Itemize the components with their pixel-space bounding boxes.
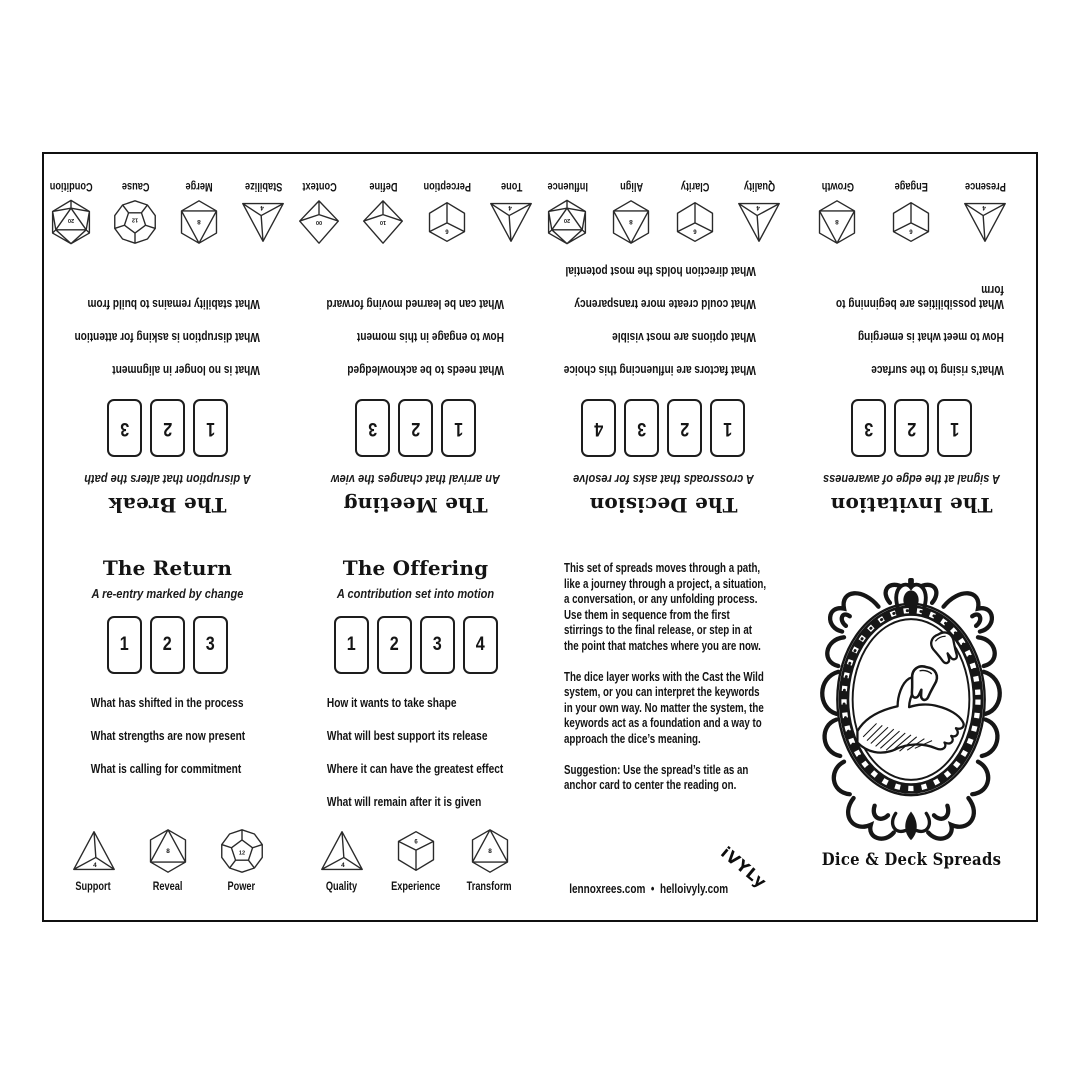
question: What strengths are now present — [90, 728, 245, 743]
die-keyword: Define — [369, 180, 398, 192]
d8-die-icon — [174, 180, 226, 245]
question-list — [44, 278, 291, 377]
die-keyword: Tone — [500, 180, 523, 192]
spread-subtitle: A signal at the edge of awareness — [822, 472, 1001, 487]
spread-title: The Return — [102, 556, 233, 580]
svg-text:12: 12 — [238, 850, 245, 857]
svg-text:6: 6 — [445, 227, 450, 234]
website-line — [562, 882, 736, 896]
d20-die-icon — [46, 180, 98, 245]
card-1: 1 — [441, 399, 476, 457]
card-1: 1 — [193, 399, 228, 457]
card-2: 2 — [150, 399, 185, 457]
question-list — [788, 264, 1035, 377]
svg-text:8: 8 — [629, 218, 634, 226]
spread-title: The Invitation — [830, 493, 993, 517]
svg-text:6: 6 — [909, 227, 914, 234]
spread-subtitle: A re-entry marked by change — [91, 586, 244, 601]
die-keyword: Condition — [50, 180, 93, 192]
card-1: 1 — [334, 616, 369, 674]
d6-die-icon — [390, 828, 442, 893]
question: What options are most visible — [612, 330, 757, 345]
d8-die-icon — [812, 180, 864, 245]
website-lennoxrees: lennoxrees.com — [569, 882, 646, 896]
question: What is calling for commitment — [90, 761, 241, 776]
dice-row — [788, 180, 1035, 245]
d6-die-icon — [886, 180, 938, 245]
question: What disruption is asking for attention — [74, 330, 261, 345]
product-title: Dice & Deck Spreads — [821, 850, 1002, 869]
question-list — [44, 696, 291, 795]
card-2: 2 — [668, 399, 703, 457]
question-list — [540, 245, 787, 377]
panel-info — [540, 536, 787, 919]
die-keyword: Quality — [325, 881, 358, 893]
dice-row — [540, 180, 787, 245]
svg-text:8: 8 — [487, 847, 492, 855]
panel-the-return — [44, 536, 291, 919]
d12-die-icon — [110, 180, 162, 245]
card-row — [44, 616, 291, 674]
svg-text:4: 4 — [260, 203, 265, 211]
d8-die-icon — [606, 180, 658, 245]
card-3: 3 — [625, 399, 660, 457]
spread-title: The Meeting — [343, 493, 488, 517]
panel-the-decision — [540, 154, 787, 537]
d4-die-icon — [734, 180, 786, 245]
svg-text:8: 8 — [165, 847, 170, 855]
svg-text:12: 12 — [132, 216, 139, 223]
spread-title: The Decision — [589, 493, 738, 517]
d8-die-icon — [464, 828, 516, 893]
die-keyword: Experience — [390, 881, 441, 893]
svg-text:00: 00 — [316, 219, 323, 226]
die-keyword: Merge — [185, 180, 214, 192]
die-keyword: Presence — [965, 180, 1006, 192]
die-keyword: Align — [620, 180, 643, 192]
svg-text:6: 6 — [413, 839, 418, 846]
question: How to meet what is emerging — [858, 330, 1005, 345]
spread-subtitle: A contribution set into motion — [336, 586, 495, 601]
question-list — [292, 696, 539, 828]
card-row — [788, 399, 1035, 457]
intro-paragraph-2: The dice layer works with the Cast the Wild system, or you can interpret the keywords in your own way. No matter the system, the keywords act as a foundation and a way to approach the dice’s meaning. — [564, 668, 764, 746]
die-keyword: Power — [227, 881, 256, 893]
card-4: 4 — [463, 616, 498, 674]
question: What possibilities are beginning to form — [836, 283, 1005, 312]
intro-text — [564, 560, 768, 808]
question: What’s rising to the surface — [871, 363, 1005, 378]
question: What has shifted in the process — [90, 695, 243, 710]
question: Where it can have the greatest effect — [327, 761, 504, 776]
card-row — [292, 616, 539, 674]
svg-text:6: 6 — [693, 227, 698, 234]
card-3: 3 — [355, 399, 390, 457]
question: What direction holds the most potential — [565, 264, 757, 279]
d8-die-icon — [142, 828, 194, 893]
d6-die-icon — [670, 180, 722, 245]
question: What will best support its release — [327, 728, 488, 743]
die-keyword: Stabilize — [244, 180, 283, 192]
svg-text:4: 4 — [340, 862, 345, 870]
die-keyword: Quality — [743, 180, 776, 192]
card-1: 1 — [711, 399, 746, 457]
card-1: 1 — [937, 399, 972, 457]
panel-the-break — [44, 154, 291, 537]
panel-cover — [788, 536, 1035, 919]
bottom-finial — [905, 811, 916, 840]
d4-die-icon — [68, 828, 120, 893]
card-2: 2 — [377, 616, 412, 674]
bullet-separator: • — [650, 882, 655, 896]
spread-subtitle: An arrival that changes the view — [331, 472, 500, 487]
die-keyword: Influence — [547, 180, 588, 192]
open-hand-illustration — [857, 678, 963, 753]
d4-die-icon — [238, 180, 290, 245]
panel-the-invitation — [788, 154, 1035, 537]
spread-subtitle: A crossroads that asks for resolve — [573, 472, 754, 487]
card-row — [540, 399, 787, 457]
ornate-frame-illustration — [811, 578, 1011, 844]
question: What will remain after it is given — [327, 794, 482, 809]
svg-text:4: 4 — [508, 203, 513, 211]
panel-the-meeting — [292, 154, 539, 537]
svg-text:4: 4 — [92, 862, 97, 870]
svg-text:8: 8 — [835, 218, 840, 226]
website-helloivyly: helloivyly.com — [659, 882, 729, 896]
d12-die-icon — [216, 828, 268, 893]
question: What needs to be acknowledged — [347, 363, 505, 378]
question-list — [292, 278, 539, 377]
print-sheet — [42, 152, 1038, 922]
spread-subtitle: A disruption that alters the path — [84, 472, 251, 487]
die-keyword: Support — [75, 881, 112, 893]
svg-text:4: 4 — [756, 203, 761, 211]
d4-die-icon — [960, 180, 1012, 245]
die-keyword: Transform — [467, 881, 512, 893]
spread-title: The Break — [108, 493, 227, 517]
question: How it wants to take shape — [327, 695, 457, 710]
question: What factors are influencing this choice — [564, 363, 757, 378]
d10-percentile-die-icon — [294, 180, 346, 245]
panel-the-offering — [292, 536, 539, 919]
svg-text:4: 4 — [982, 203, 987, 211]
card-3: 3 — [193, 616, 228, 674]
question: What stability remains to build from — [87, 297, 261, 312]
question: How to engage in this moment — [357, 330, 505, 345]
die-keyword: Context — [302, 180, 337, 192]
die-keyword: Engage — [894, 180, 929, 192]
card-3: 3 — [420, 616, 455, 674]
card-row — [44, 399, 291, 457]
question: What is no longer in alignment — [112, 363, 261, 378]
card-2: 2 — [150, 616, 185, 674]
svg-text:20: 20 — [68, 216, 75, 223]
die-keyword: Growth — [821, 180, 854, 192]
svg-text:20: 20 — [564, 216, 571, 223]
question: What could create more transparency — [574, 297, 757, 312]
card-1: 1 — [107, 616, 142, 674]
card-3: 3 — [107, 399, 142, 457]
card-2: 2 — [398, 399, 433, 457]
ivyly-logo: iVYLy — [717, 842, 771, 893]
card-3: 3 — [851, 399, 886, 457]
card-2: 2 — [894, 399, 929, 457]
die-keyword: Reveal — [152, 881, 183, 893]
d10-die-icon — [358, 180, 410, 245]
die-keyword: Cause — [121, 180, 150, 192]
die-keyword: Perception — [423, 180, 472, 192]
question: What can be learned moving forward — [326, 297, 505, 312]
card-row — [292, 399, 539, 457]
card-4: 4 — [582, 399, 617, 457]
dice-row — [292, 828, 539, 893]
die-keyword: Clarity — [681, 180, 710, 192]
svg-text:8: 8 — [197, 218, 202, 226]
d4-die-icon — [486, 180, 538, 245]
d20-die-icon — [542, 180, 594, 245]
held-molar-icon — [907, 664, 939, 702]
dice-row — [292, 180, 539, 245]
d4-die-icon — [316, 828, 368, 893]
d6-die-icon — [422, 180, 474, 245]
spread-title: The Offering — [342, 556, 489, 580]
intro-paragraph-3: Suggestion: Use the spread’s title as an anchor card to center the reading on. — [564, 761, 749, 793]
dice-row — [44, 180, 291, 245]
dice-row — [44, 828, 291, 893]
intro-paragraph-1: This set of spreads moves through a path, like a journey through a project, a situation, a conversation, or any unfolding process. Use them in sequence from the first stirrings to the final release, or step in at the point that matches where you are now. — [564, 560, 767, 653]
svg-text:10: 10 — [380, 219, 387, 226]
